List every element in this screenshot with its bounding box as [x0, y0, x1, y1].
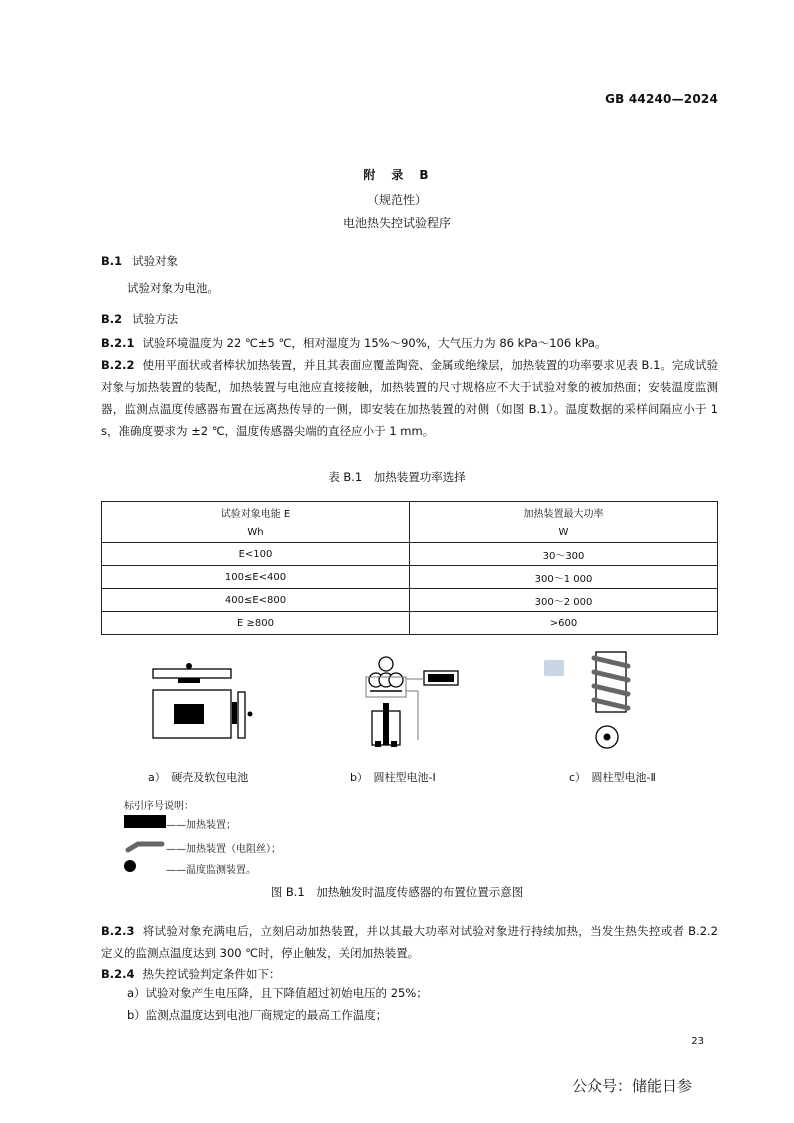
col2-unit: W — [410, 522, 718, 543]
figure-c-diagram — [582, 648, 642, 754]
side-heater-block — [232, 702, 237, 724]
power-cell: 300～1 000 — [410, 566, 718, 589]
criterion-b: b）监测点温度达到电池厂商规定的最高工作温度； — [127, 1008, 388, 1022]
heater-plate — [153, 669, 231, 678]
col1-header: 试验对象电能 E — [102, 502, 410, 523]
section-b1-heading: B.1 试验对象 — [101, 254, 179, 268]
energy-cell: E<100 — [102, 543, 410, 566]
section-b1-body: 试验对象为电池。 — [127, 281, 219, 295]
table-row — [102, 589, 718, 612]
energy-cell: 100≤E<400 — [102, 566, 410, 589]
section-b23: B.2.3 将试验对象充满电后，立刻启动加热装置，并以其最大功率对试验对象进行持续加热，当发生热失控或者 B.2.2 定义的监测点温度达到 300 ℃时，停止触发，关闭加热装置。 — [101, 924, 718, 960]
appendix-title: 附 录 B — [363, 168, 431, 182]
end-sensor-dot-icon — [604, 734, 611, 741]
faint-logo-icon — [544, 660, 564, 676]
heater-block — [178, 678, 200, 683]
table-header-row — [102, 502, 718, 523]
side-heater-plate — [238, 692, 245, 738]
table-row — [102, 543, 718, 566]
criterion-a: a）试验对象产生电压降，且下降值超过初始电压的 25%； — [127, 986, 428, 1000]
appendix-name: 电池热失控试验程序 — [342, 216, 451, 230]
table-row — [102, 566, 718, 589]
figure-b-diagram — [362, 655, 462, 755]
section-b22: B.2.2 使用平面状或者棒状加热装置，并且其表面应覆盖陶瓷、金属或绝缘层，加热装置的功率要求见表 B.1。完成试验对象与加热装置的装配，加热装置与电池应直接接触，加热装置的尺寸规格应不大于试验对象的被加热面；安装温度监测器，监测点温度传感器布置在远离热传导的一侧，即安装在加热装置的对侧（如图 B.1）。温度数据的采样间隔应小于 1 s，准确度要求为 ±2 ℃，温度传感器尖端的直径应小于 1 mm。 — [101, 358, 718, 438]
side-sensor-dot-icon — [248, 712, 253, 717]
cell-right — [389, 673, 403, 687]
power-cell: >600 — [410, 612, 718, 635]
heater-box-fill — [428, 674, 454, 682]
page-number: 23 — [691, 1036, 704, 1047]
appendix-normative: （规范性） — [366, 193, 427, 207]
col2-header: 加热装置最大功率 — [410, 502, 718, 523]
figure-b-caption: b） 圆柱型电池-Ⅰ — [350, 771, 436, 784]
legend-sensor: ——温度监测装置。 — [166, 865, 256, 876]
sensor-dot-icon — [186, 663, 192, 669]
figure-a-diagram — [140, 660, 270, 752]
legend-sensor-icon — [124, 860, 136, 872]
standard-number: GB 44240—2024 — [605, 92, 718, 106]
cell-center-rod — [383, 703, 389, 745]
power-table — [101, 501, 718, 635]
cell-foot-left — [375, 741, 381, 747]
section-b2-heading: B.2 试验方法 — [101, 312, 179, 326]
table-row — [102, 612, 718, 635]
legend-wire: ——加热装置（电阻丝）； — [166, 844, 281, 855]
table-unit-row — [102, 522, 718, 543]
section-b24: B.2.4 热失控试验判定条件如下： — [101, 967, 281, 981]
cell-foot-right — [391, 741, 397, 747]
watermark: 公众号：储能日参 — [572, 1077, 693, 1095]
legend-wire-icon — [124, 838, 166, 854]
figure-caption: 图 B.1 加热触发时温度传感器的布置位置示意图 — [270, 885, 524, 899]
legend-heater-icon — [124, 815, 166, 828]
col1-unit: Wh — [102, 522, 410, 543]
cell-top — [379, 657, 393, 671]
legend-heater: ——加热装置； — [166, 820, 236, 831]
figure-a-caption: a） 硬壳及软包电池 — [148, 771, 249, 784]
energy-cell: 400≤E<800 — [102, 589, 410, 612]
battery-terminal — [174, 704, 204, 724]
power-cell: 30～300 — [410, 543, 718, 566]
section-b21: B.2.1 试验环境温度为 22 ℃±5 ℃，相对湿度为 15%～90%，大气压力为 86 kPa～106 kPa。 — [101, 336, 607, 350]
energy-cell: E ≥800 — [102, 612, 410, 635]
figure-c-caption: c） 圆柱型电池-Ⅱ — [569, 771, 656, 784]
power-cell: 300～2 000 — [410, 589, 718, 612]
legend-title: 标引序号说明： — [124, 801, 194, 812]
table-caption: 表 B.1 加热装置功率选择 — [328, 470, 466, 484]
